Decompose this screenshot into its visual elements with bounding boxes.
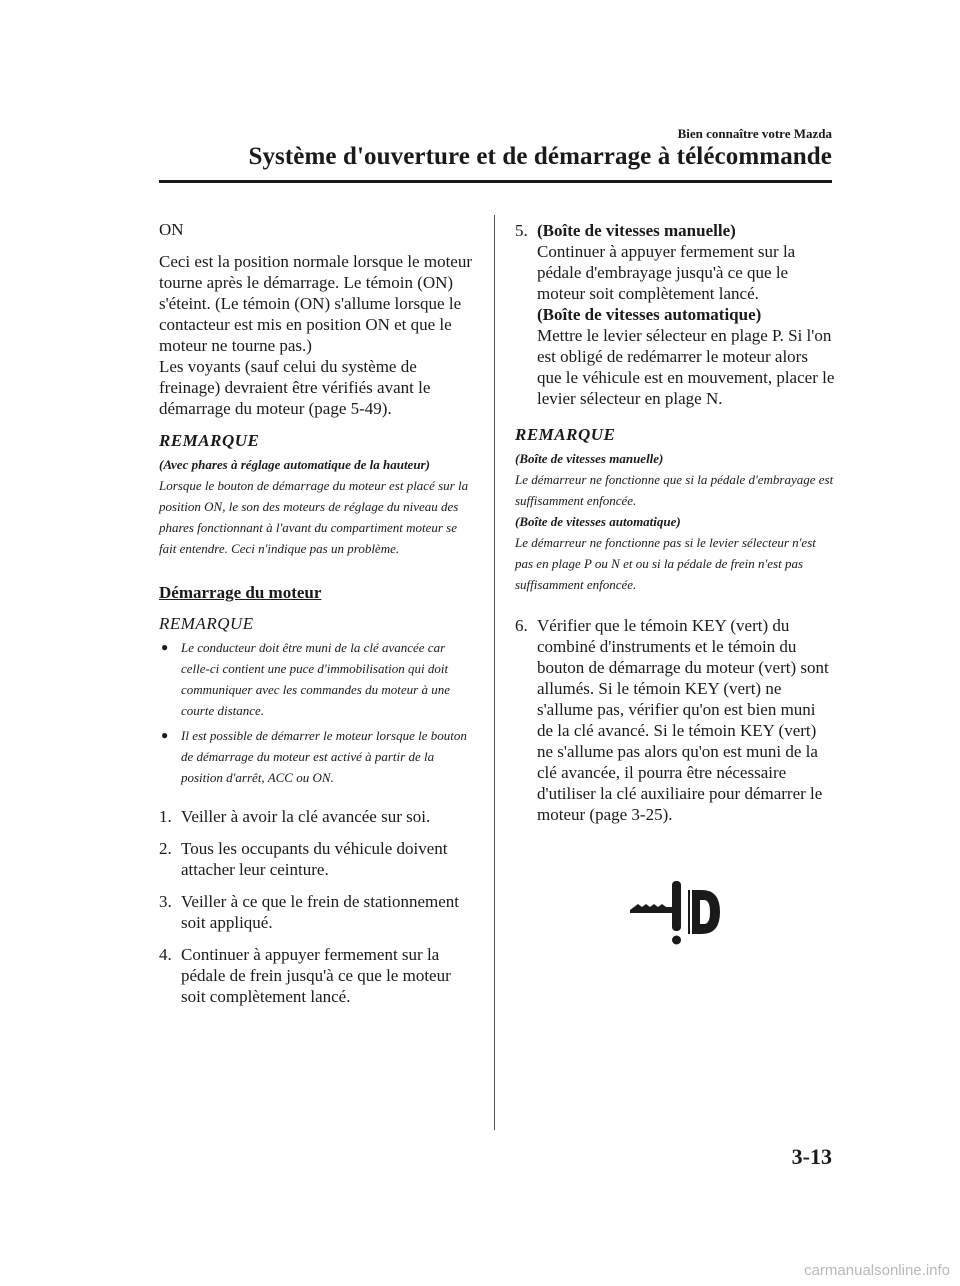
on-paragraph-2: Les voyants (sauf celui du système de freinage) devraient être vérifiés avant le démarrage du moteur (page 5-49). <box>159 357 431 418</box>
step-item: 2. Tous les occupants du véhicule doivent attacher leur ceinture. <box>159 839 448 879</box>
step-item: 6. Vérifier que le témoin KEY (vert) du combiné d'instruments et le témoin du bouton de démarrage du moteur (vert) sont allumés. Si le témoin KEY (vert) ne s'allume pas, vérifier qu'on est bien muni de la clé avancé. Si le témoin KEY (vert) ne s'allume pas alors qu'on est muni de la clé avancée, il pourra être nécessaire d'utiliser la clé auxiliaire pour démarrer le moteur (page 3-25). <box>515 616 829 824</box>
section-heading: Démarrage du moteur <box>159 583 322 602</box>
step-condition: (Boîte de vitesses automatique) <box>537 305 762 324</box>
step-text: Mettre le levier sélecteur en plage P. Si l'on est obligé de redémarrer le moteur alors que le véhicule est en mouvement, placer le levier sélecteur en plage N. <box>537 326 835 408</box>
note-condition: (Boîte de vitesses automatique) <box>515 514 681 529</box>
note-text: Le démarreur ne fonctionne que si la pédale d'embrayage est suffisamment enfoncée. <box>515 472 834 508</box>
bullet-icon: ● <box>161 640 169 654</box>
note-heading: REMARQUE <box>159 431 260 450</box>
note-heading: REMARQUE <box>515 425 616 444</box>
note-condition: (Avec phares à réglage automatique de la hauteur) <box>159 457 430 472</box>
bullet-icon: ● <box>161 728 169 742</box>
note-bullet: ● Il est possible de démarrer le moteur lorsque le bouton de démarrage du moteur est activé à partir de la position d'arrêt, ACC ou ON. <box>159 725 474 788</box>
step-condition: (Boîte de vitesses manuelle) <box>537 221 736 240</box>
watermark: carmanualsonline.info <box>804 1262 950 1279</box>
step-list <box>159 806 474 1007</box>
step-item: 3. Veiller à ce que le frein de stationnement soit appliqué. <box>159 892 460 932</box>
page-number: 3-13 <box>791 1144 832 1169</box>
step-item: 1. Veiller à avoir la clé avancée sur soi. <box>159 807 431 826</box>
left-column <box>159 220 474 1018</box>
step-item: 4. Continuer à appuyer fermement sur la pédale de frein jusqu'à ce que le moteur soit complètement lancé. <box>159 945 451 1006</box>
note-text: Le démarreur ne fonctionne pas si le levier sélecteur n'est pas en plage P ou N et ou si la pédale de frein n'est pas suffisamment enfoncée. <box>515 535 816 592</box>
column-divider <box>494 215 495 1130</box>
chapter-label: Bien connaître votre Mazda <box>677 126 832 141</box>
step-text: Continuer à appuyer fermement sur la pédale d'embrayage jusqu'à ce que le moteur soit complètement lancé. <box>537 242 796 303</box>
header-rule <box>159 180 832 183</box>
note-heading: REMARQUE <box>159 614 254 633</box>
on-paragraph: Ceci est la position normale lorsque le moteur tourne après le démarrage. Le témoin (ON) s'éteint. (Le témoin (ON) s'allume lorsque le contacteur est mis en position ON et que le moteur ne tourne pas.) <box>159 252 473 355</box>
step-item: 5. (Boîte de vitesses manuelle) Continuer à appuyer fermement sur la pédale d'embrayage jusqu'à ce que le moteur soit complètement lancé. (Boîte de vitesses automatique) Mettre le levier sélecteur en plage P. Si l'on est obligé de redémarrer le moteur alors que le véhicule est en mouvement, placer le levier sélecteur en plage N. <box>515 221 835 408</box>
note-text: Lorsque le bouton de démarrage du moteur est placé sur la position ON, le son des moteurs de réglage du niveau des phares fonctionnant à l'avant du compartiment moteur se fait entendre. Ceci n'indique pas un problème. <box>159 478 469 556</box>
page-title: Système d'ouverture et de démarrage à télécommande <box>248 143 832 170</box>
note-bullet: ● Le conducteur doit être muni de la clé avancée car celle-ci contient une puce d'immobilisation qui doit communiquer avec les commandes du moteur à une courte distance. <box>159 637 474 721</box>
right-column <box>515 220 835 836</box>
note-bullet-list <box>159 637 474 788</box>
note-condition: (Boîte de vitesses manuelle) <box>515 451 664 466</box>
key-warning-icon <box>628 880 724 946</box>
on-label: ON <box>159 220 184 239</box>
